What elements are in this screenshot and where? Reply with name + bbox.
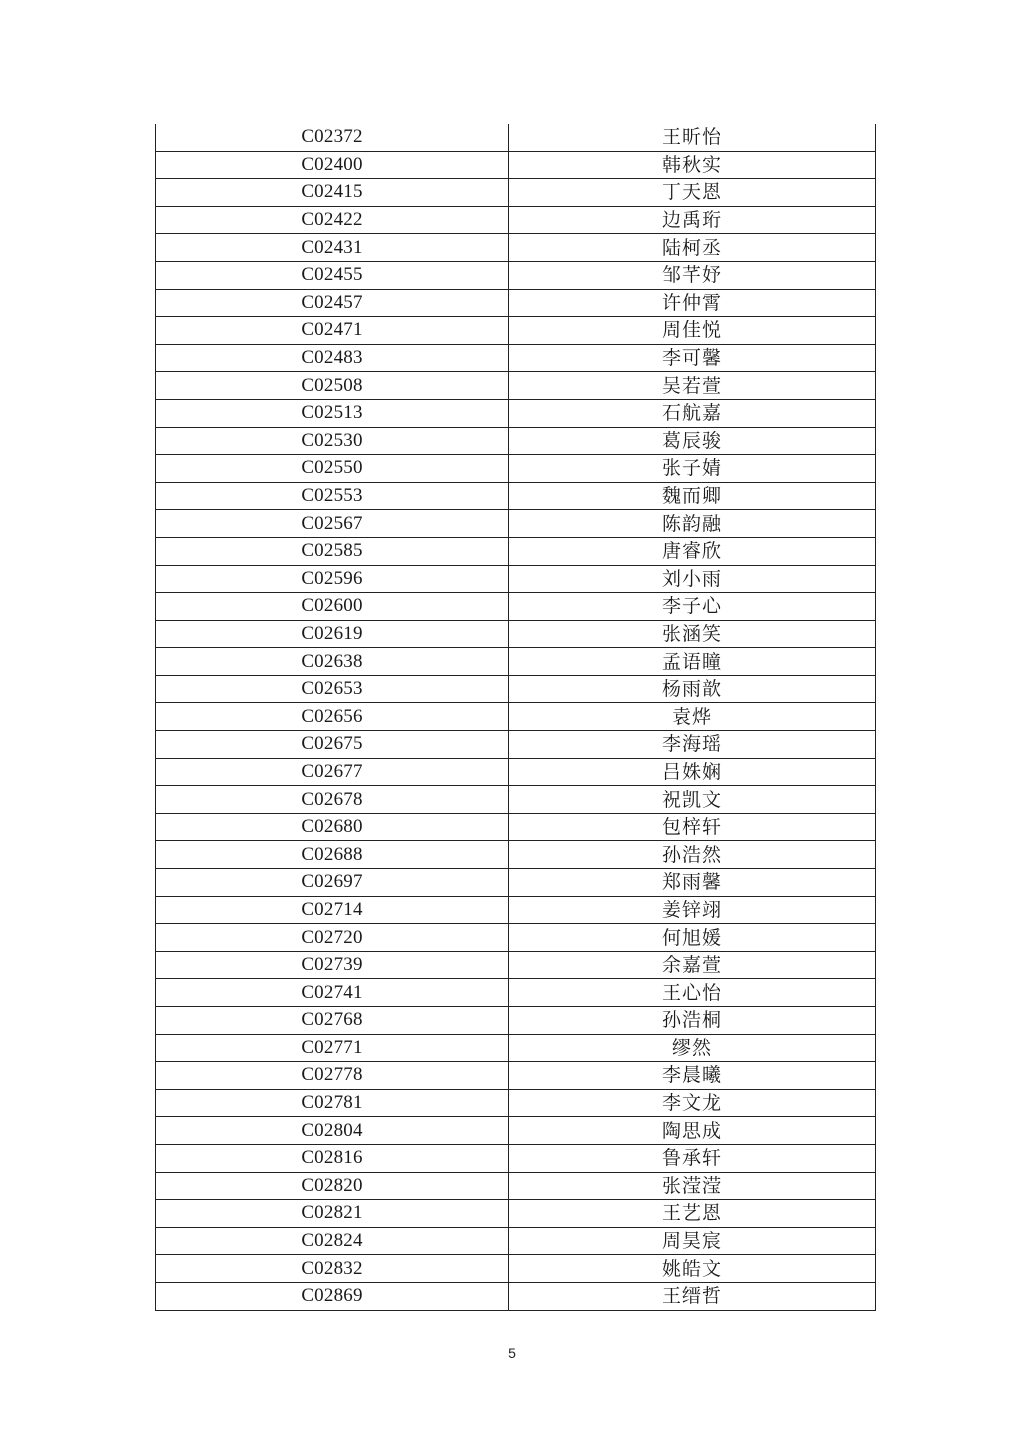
candidate-code-cell: C02550 xyxy=(156,455,509,483)
table-row xyxy=(156,758,876,786)
table-row xyxy=(156,1227,876,1255)
table-row xyxy=(156,1282,876,1310)
candidate-code-cell: C02400 xyxy=(156,151,509,179)
candidate-name-cell: 周佳悦 xyxy=(509,317,876,345)
table-row xyxy=(156,1144,876,1172)
table-row xyxy=(156,786,876,814)
candidate-code-cell: C02530 xyxy=(156,427,509,455)
page-number: 5 xyxy=(508,1345,516,1361)
candidate-name-cell: 张子婧 xyxy=(509,455,876,483)
candidate-code-cell: C02457 xyxy=(156,289,509,317)
table-row xyxy=(156,537,876,565)
candidate-name-cell: 孟语瞳 xyxy=(509,648,876,676)
candidate-code-cell: C02768 xyxy=(156,1007,509,1035)
candidate-name-cell: 王艺恩 xyxy=(509,1200,876,1228)
candidate-name-cell: 李可馨 xyxy=(509,344,876,372)
candidate-code-cell: C02720 xyxy=(156,924,509,952)
table-row xyxy=(156,124,876,151)
table-row xyxy=(156,1117,876,1145)
table-row xyxy=(156,648,876,676)
candidate-code-cell: C02513 xyxy=(156,399,509,427)
candidate-name-cell: 张滢滢 xyxy=(509,1172,876,1200)
candidate-code-cell: C02781 xyxy=(156,1089,509,1117)
candidate-code-cell: C02553 xyxy=(156,482,509,510)
candidate-code-cell: C02820 xyxy=(156,1172,509,1200)
candidate-code-cell: C02697 xyxy=(156,869,509,897)
candidate-name-cell: 韩秋实 xyxy=(509,151,876,179)
candidate-code-cell: C02675 xyxy=(156,731,509,759)
candidate-code-cell: C02816 xyxy=(156,1144,509,1172)
candidate-name-cell: 李海瑶 xyxy=(509,731,876,759)
table-row xyxy=(156,1172,876,1200)
table-row xyxy=(156,951,876,979)
table-row xyxy=(156,234,876,262)
candidate-code-cell: C02739 xyxy=(156,951,509,979)
candidate-name-cell: 王缙哲 xyxy=(509,1282,876,1310)
candidate-name-cell: 包梓轩 xyxy=(509,813,876,841)
candidate-code-cell: C02714 xyxy=(156,896,509,924)
candidate-name-cell: 郑雨馨 xyxy=(509,869,876,897)
candidate-code-cell: C02600 xyxy=(156,593,509,621)
candidate-name-cell: 魏而卿 xyxy=(509,482,876,510)
candidate-name-cell: 邹芊妤 xyxy=(509,261,876,289)
candidate-name-cell: 吕姝娴 xyxy=(509,758,876,786)
table-row xyxy=(156,841,876,869)
candidate-code-cell: C02653 xyxy=(156,675,509,703)
table-row xyxy=(156,896,876,924)
candidate-code-cell: C02508 xyxy=(156,372,509,400)
table-row xyxy=(156,482,876,510)
candidate-code-cell: C02771 xyxy=(156,1034,509,1062)
candidate-code-cell: C02596 xyxy=(156,565,509,593)
candidate-name-cell: 李晨曦 xyxy=(509,1062,876,1090)
candidate-code-cell: C02372 xyxy=(156,124,509,151)
candidate-name-cell: 许仲霄 xyxy=(509,289,876,317)
table-row xyxy=(156,1200,876,1228)
table-row xyxy=(156,593,876,621)
candidate-name-cell: 丁天恩 xyxy=(509,179,876,207)
table-row xyxy=(156,924,876,952)
candidate-code-cell: C02471 xyxy=(156,317,509,345)
candidate-name-cell: 张涵笑 xyxy=(509,620,876,648)
table-row xyxy=(156,455,876,483)
table-row xyxy=(156,261,876,289)
table-row xyxy=(156,510,876,538)
candidate-code-cell: C02619 xyxy=(156,620,509,648)
table-row xyxy=(156,869,876,897)
candidate-code-cell: C02677 xyxy=(156,758,509,786)
candidate-name-cell: 陈韵融 xyxy=(509,510,876,538)
candidate-code-cell: C02585 xyxy=(156,537,509,565)
table-row xyxy=(156,1089,876,1117)
candidate-code-cell: C02431 xyxy=(156,234,509,262)
candidate-name-cell: 姜锌翊 xyxy=(509,896,876,924)
candidate-name-cell: 葛辰骏 xyxy=(509,427,876,455)
candidate-name-cell: 刘小雨 xyxy=(509,565,876,593)
candidate-code-cell: C02824 xyxy=(156,1227,509,1255)
candidate-name-cell: 周昊宸 xyxy=(509,1227,876,1255)
candidate-code-cell: C02567 xyxy=(156,510,509,538)
table-row xyxy=(156,427,876,455)
candidate-name-cell: 王昕怡 xyxy=(509,124,876,151)
table-row xyxy=(156,206,876,234)
candidate-name-cell: 吴若萱 xyxy=(509,372,876,400)
candidate-code-cell: C02678 xyxy=(156,786,509,814)
candidate-name-cell: 陶思成 xyxy=(509,1117,876,1145)
table-row xyxy=(156,179,876,207)
candidate-name-cell: 李文龙 xyxy=(509,1089,876,1117)
table-row xyxy=(156,813,876,841)
table-row xyxy=(156,731,876,759)
roster-table-body xyxy=(156,124,876,1310)
table-row xyxy=(156,675,876,703)
table-row xyxy=(156,703,876,731)
table-row xyxy=(156,289,876,317)
table-row xyxy=(156,1034,876,1062)
candidate-code-cell: C02821 xyxy=(156,1200,509,1228)
candidate-code-cell: C02422 xyxy=(156,206,509,234)
candidate-code-cell: C02741 xyxy=(156,979,509,1007)
candidate-name-cell: 余嘉萱 xyxy=(509,951,876,979)
candidate-name-cell: 唐睿欣 xyxy=(509,537,876,565)
candidate-code-cell: C02455 xyxy=(156,261,509,289)
table-row xyxy=(156,317,876,345)
candidate-code-cell: C02656 xyxy=(156,703,509,731)
candidate-name-cell: 石航嘉 xyxy=(509,399,876,427)
candidate-code-cell: C02778 xyxy=(156,1062,509,1090)
candidate-code-cell: C02832 xyxy=(156,1255,509,1283)
table-row xyxy=(156,1007,876,1035)
roster-table xyxy=(155,124,876,1311)
table-row xyxy=(156,979,876,1007)
candidate-code-cell: C02869 xyxy=(156,1282,509,1310)
candidate-code-cell: C02483 xyxy=(156,344,509,372)
candidate-name-cell: 鲁承轩 xyxy=(509,1144,876,1172)
candidate-code-cell: C02415 xyxy=(156,179,509,207)
candidate-code-cell: C02804 xyxy=(156,1117,509,1145)
table-row xyxy=(156,565,876,593)
table-row xyxy=(156,620,876,648)
candidate-name-cell: 袁烨 xyxy=(509,703,876,731)
candidate-code-cell: C02680 xyxy=(156,813,509,841)
candidate-name-cell: 陆柯丞 xyxy=(509,234,876,262)
table-row xyxy=(156,372,876,400)
table-row xyxy=(156,151,876,179)
candidate-code-cell: C02688 xyxy=(156,841,509,869)
candidate-name-cell: 李子心 xyxy=(509,593,876,621)
candidate-name-cell: 缪然 xyxy=(509,1034,876,1062)
table-row xyxy=(156,1255,876,1283)
table-row xyxy=(156,399,876,427)
candidate-name-cell: 孙浩然 xyxy=(509,841,876,869)
candidate-name-cell: 何旭媛 xyxy=(509,924,876,952)
candidate-name-cell: 祝凯文 xyxy=(509,786,876,814)
candidate-name-cell: 边禹珩 xyxy=(509,206,876,234)
candidate-name-cell: 杨雨歆 xyxy=(509,675,876,703)
table-row xyxy=(156,1062,876,1090)
candidate-name-cell: 姚皓文 xyxy=(509,1255,876,1283)
candidate-code-cell: C02638 xyxy=(156,648,509,676)
candidate-name-cell: 孙浩桐 xyxy=(509,1007,876,1035)
table-row xyxy=(156,344,876,372)
candidate-name-cell: 王心怡 xyxy=(509,979,876,1007)
